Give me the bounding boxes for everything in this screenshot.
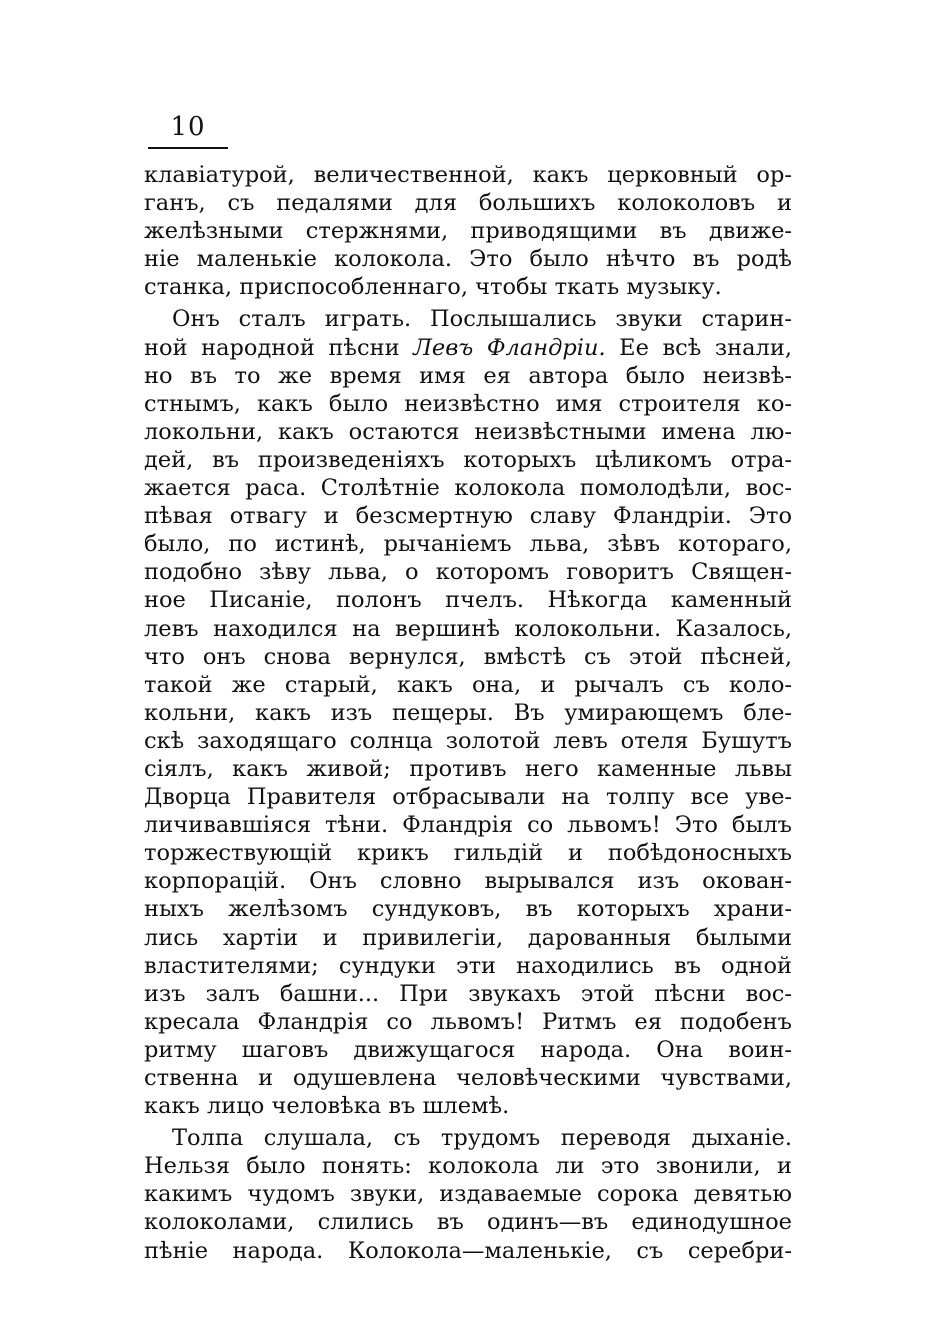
text-line: торжествующій крикъ гильдій и побѣдоносныхъ (144, 840, 792, 867)
text-line: такой же старый, какъ она, и рычалъ съ коло- (144, 671, 792, 698)
text-line: ное Писаніе, полонъ пчелъ. Нѣкогда каменный (144, 587, 792, 614)
text-line: кресала Фландрія со львомъ! Ритмъ ея подобенъ (144, 1008, 792, 1035)
text-line: лись хартіи и привилегіи, дарованныя былыми (144, 924, 792, 951)
text-line: властителями; сундуки эти находились въ одной (144, 952, 792, 979)
text-line: ритму шаговъ движущагося народа. Она воин- (144, 1036, 792, 1063)
text-line (144, 334, 792, 362)
text-line: сіялъ, какъ живой; противъ него каменные львы (144, 755, 792, 782)
text-line: было, по истинѣ, рычаніемъ льва, зѣвъ котораго, (144, 531, 792, 558)
text-line: но въ то же время имя ея автора было неизвѣ- (144, 362, 792, 389)
text-line: Толпа слушала, съ трудомъ переводя дыханіе. (172, 1125, 792, 1152)
page-number: 10 (170, 112, 206, 142)
text-line: какимъ чудомъ звуки, издаваемые сорока девятью (144, 1181, 792, 1208)
text-fragment: ной народной пѣсни (144, 334, 414, 361)
text-line: корпорацій. Онъ словно вырывался изъ окован- (144, 868, 792, 895)
text-line: желѣзными стержнями, приводящими въ движе- (144, 218, 792, 245)
text-line: дей, въ произведеніяхъ которыхъ цѣликомъ отра- (144, 446, 792, 473)
text-line: ніе маленькіе колокола. Это было нѣчто въ родѣ (144, 246, 792, 273)
text-line: изъ залъ башни... При звукахъ этой пѣсни вос- (144, 980, 792, 1007)
text-fragment: Ее всѣ знали, (605, 334, 792, 361)
text-line: что онъ снова вернулся, вмѣстѣ съ этой пѣсней, (144, 643, 792, 670)
page-number-rule (148, 147, 228, 149)
text-line: Нельзя было понять: колокола ли это звонили, и (144, 1153, 792, 1180)
text-line: личивавшіяся тѣни. Фландрія со львомъ! Это былъ (144, 812, 792, 839)
text-line: локольни, какъ остаются неизвѣстными имена лю- (144, 418, 792, 445)
text-line: кольни, какъ изъ пещеры. Въ умирающемъ бле- (144, 699, 792, 726)
text-line: левъ находился на вершинѣ колокольни. Казалось, (144, 615, 792, 642)
text-line: жается раса. Столѣтніе колокола помолодѣли, вос- (144, 475, 792, 502)
text-line: станка, приспособленнаго, чтобы ткать музыку. (144, 274, 722, 301)
text-line: клавіатурой, величественной, какъ церковный ор- (144, 162, 792, 188)
body-text (144, 161, 792, 1265)
text-line: пѣвая отвагу и безсмертную славу Фландріи. Это (144, 503, 792, 530)
song-title: Левъ Фландріи. (413, 334, 606, 361)
text-line: скѣ заходящаго солнца золотой левъ отеля Бушутъ (144, 727, 792, 754)
text-line: стнымъ, какъ было неизвѣстно имя строителя ко- (144, 390, 792, 417)
text-line: Онъ сталъ играть. Послышались звуки старин- (172, 306, 792, 333)
text-line: пѣніе народа. Колокола—маленькіе, съ серебри- (144, 1237, 792, 1264)
text-line: Дворца Правителя отбрасывали на толпу все уве- (144, 784, 792, 811)
text-line: какъ лицо человѣка въ шлемѣ. (144, 1093, 510, 1120)
text-line: подобно зѣву льва, о которомъ говоритъ Священ- (144, 559, 792, 586)
text-line: колоколами, слились въ одинъ—въ единодушное (144, 1209, 792, 1236)
text-line: ганъ, съ педалями для большихъ колоколовъ и (144, 190, 792, 217)
text-line: ственна и одушевлена человѣческими чувствами, (144, 1065, 792, 1091)
text-line: ныхъ желѣзомъ сундуковъ, въ которыхъ храни- (144, 896, 792, 923)
